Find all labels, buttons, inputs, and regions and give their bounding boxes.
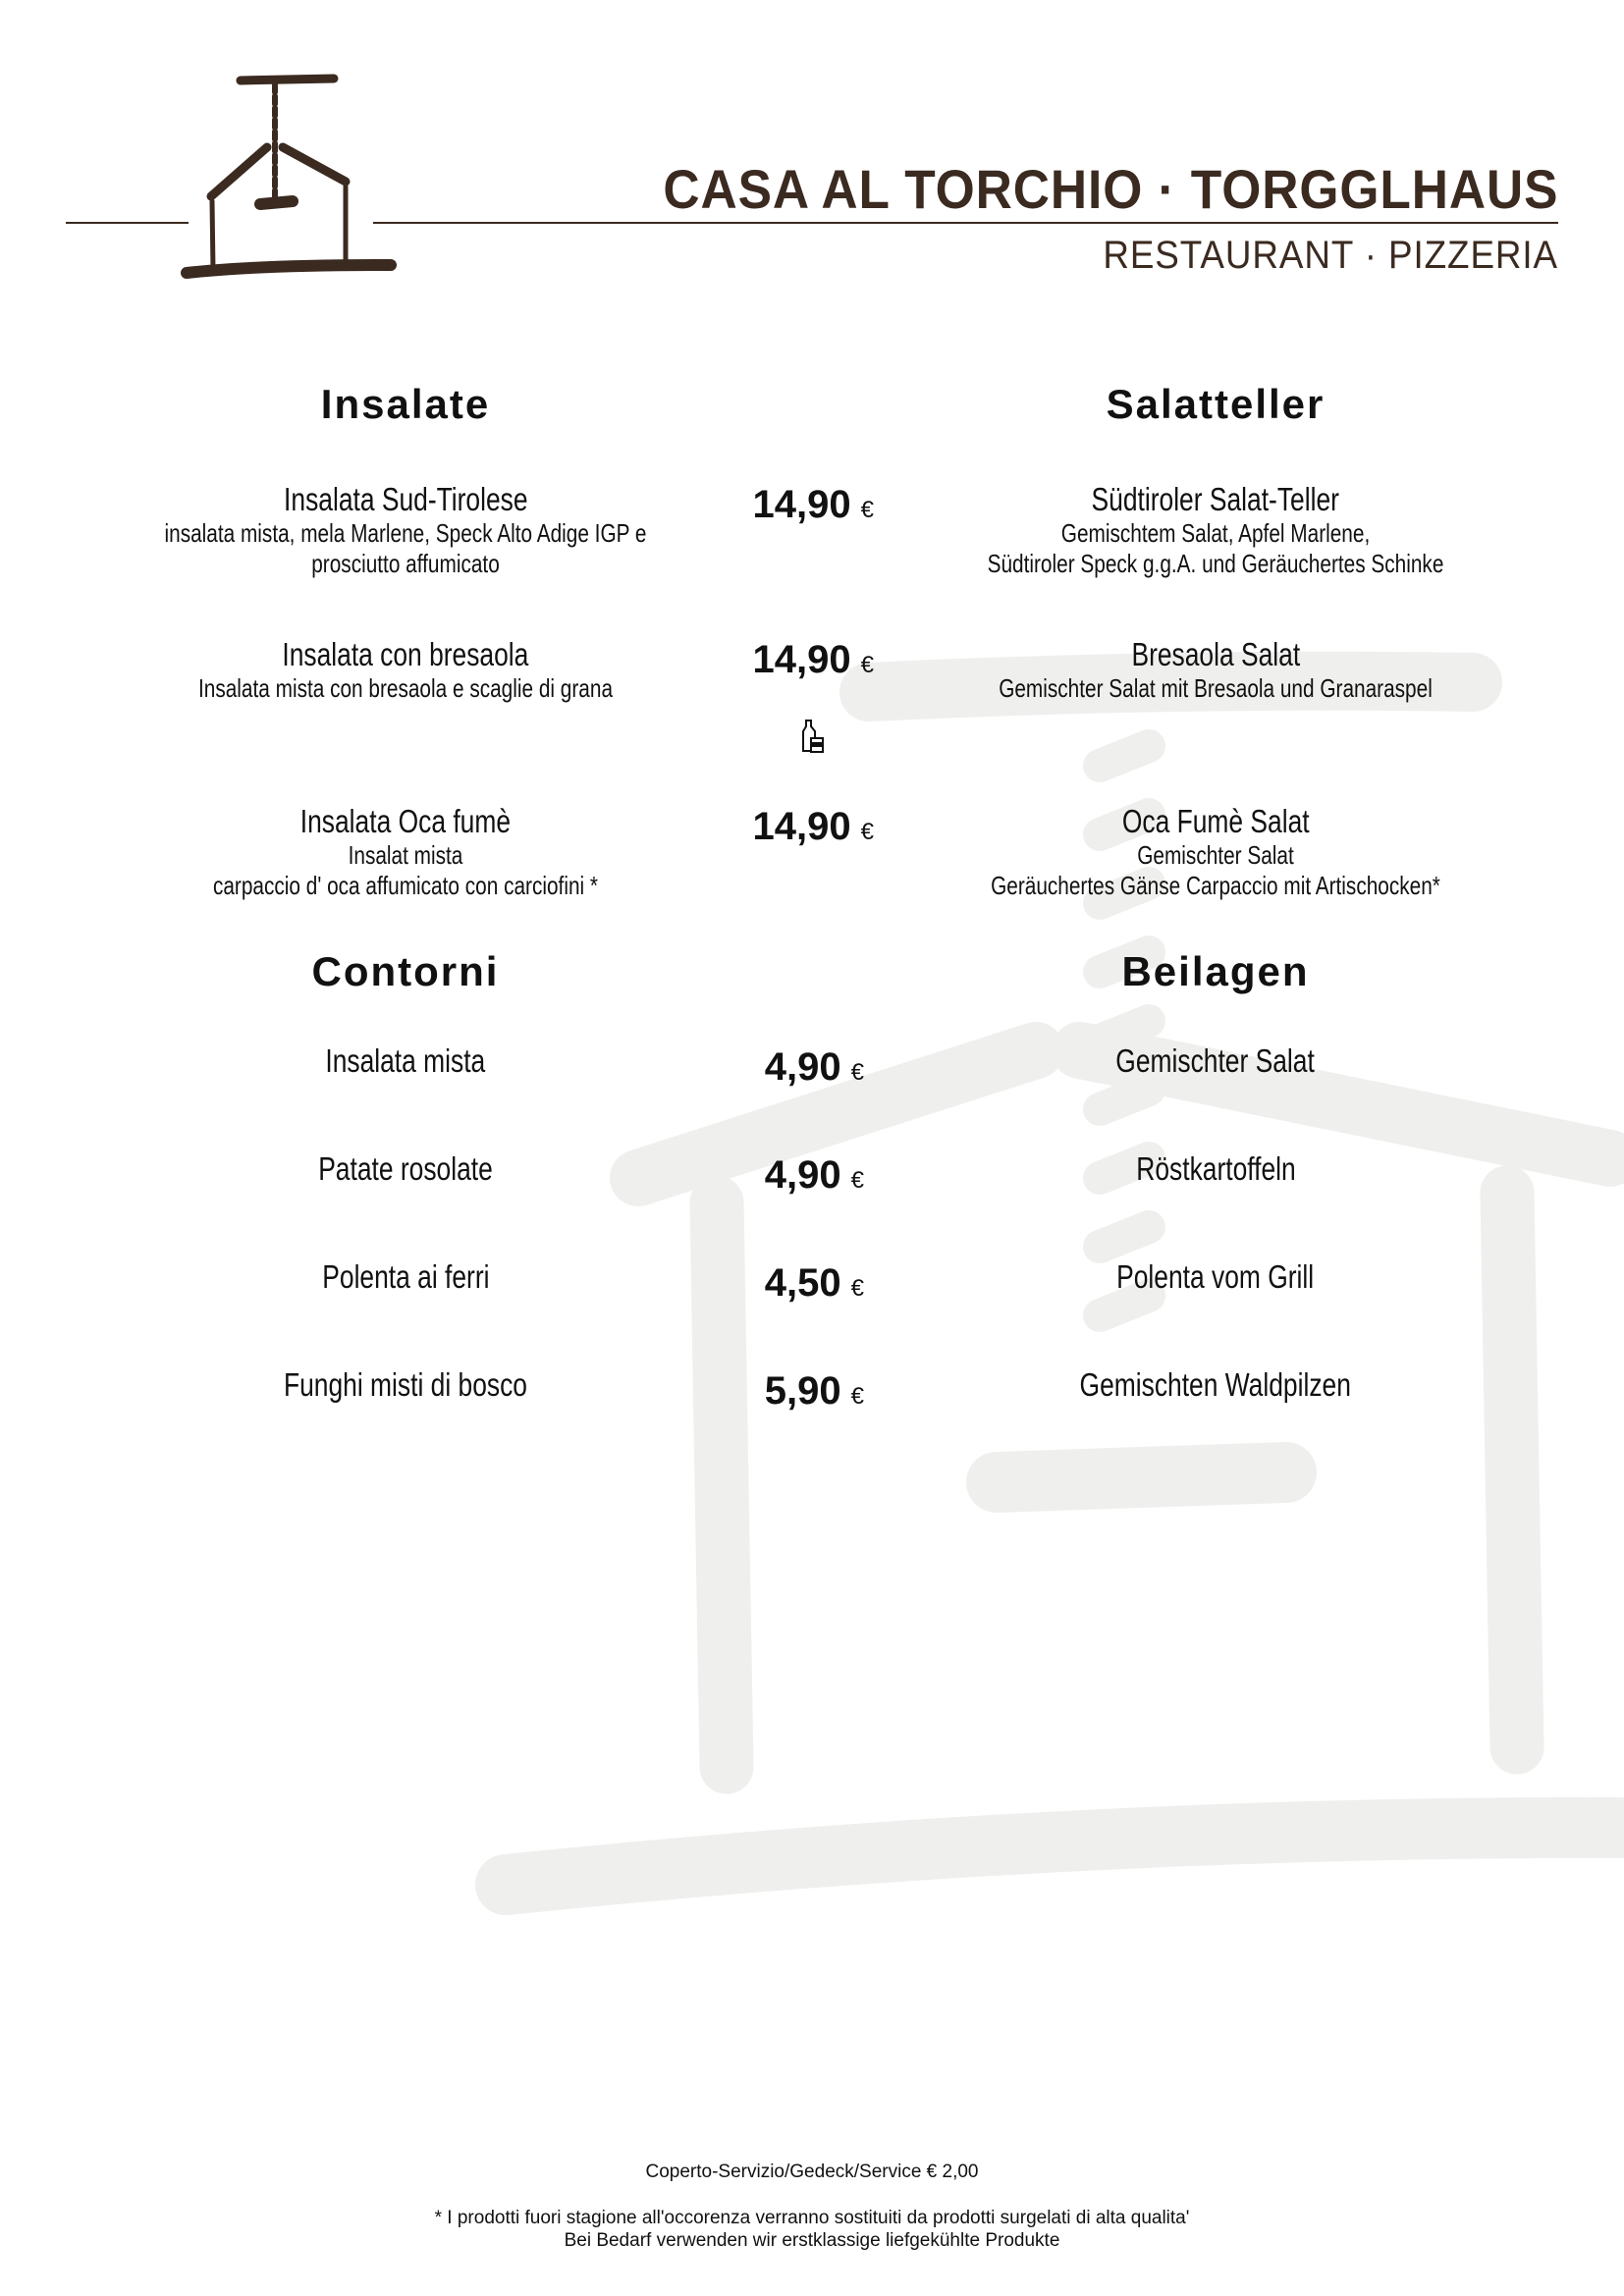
item-name: Funghi misti di bosco bbox=[283, 1366, 527, 1403]
currency-symbol: € bbox=[860, 819, 874, 845]
item-name: Oca Fumè Salat bbox=[1121, 803, 1310, 839]
logo-icon bbox=[177, 69, 403, 285]
price-value: 4,50 bbox=[764, 1261, 841, 1305]
section-title-insalate: Insalate bbox=[320, 381, 491, 427]
menu-item-de bbox=[901, 803, 1530, 901]
item-name: Röstkartoffeln bbox=[1135, 1150, 1296, 1187]
item-name: Patate rosolate bbox=[318, 1150, 493, 1187]
brand-title: CASA AL TORCHIO · TORGGLHAUS bbox=[662, 158, 1558, 220]
bottle-and-glass-icon bbox=[800, 719, 826, 754]
section-title-salatteller: Salatteller bbox=[1106, 381, 1326, 427]
menu-item-de bbox=[901, 1150, 1530, 1188]
price-value: 4,90 bbox=[764, 1153, 841, 1197]
price-value: 4,90 bbox=[764, 1045, 841, 1089]
item-price bbox=[707, 1261, 864, 1306]
item-name: Südtiroler Salat-Teller bbox=[1091, 481, 1340, 517]
menu-item-de bbox=[901, 481, 1530, 579]
cover-charge: Coperto-Servizio/Gedeck/Service € 2,00 bbox=[645, 2162, 979, 2182]
item-desc: carpaccio d' oca affumicato con carciofini * bbox=[212, 871, 599, 900]
item-name: Polenta ai ferri bbox=[321, 1258, 490, 1295]
item-price bbox=[707, 1153, 864, 1198]
item-price bbox=[707, 1369, 864, 1414]
frozen-note-it: * I prodotti fuori stagione all'occorenza verranno sostituiti da prodotti surgelati di alta qualita' bbox=[434, 2208, 1190, 2228]
brand-subtitle: RESTAURANT · PIZZERIA bbox=[1103, 234, 1558, 277]
item-name: Polenta vom Grill bbox=[1116, 1258, 1315, 1295]
item-desc: Insalat mista bbox=[348, 840, 463, 870]
price-value: 14,90 bbox=[752, 638, 851, 681]
menu-item-it bbox=[91, 481, 720, 579]
menu-item-it bbox=[91, 1366, 720, 1404]
currency-symbol: € bbox=[860, 652, 874, 678]
section-title-beilagen: Beilagen bbox=[1121, 948, 1310, 994]
item-price bbox=[717, 483, 874, 527]
item-desc: Südtiroler Speck g.g.A. und Geräuchertes Schinke bbox=[987, 549, 1444, 578]
item-desc: Geräuchertes Gänse Carpaccio mit Artischocken* bbox=[991, 871, 1440, 900]
menu-item-de bbox=[901, 1366, 1530, 1404]
menu-item-it bbox=[91, 1258, 720, 1296]
item-name: Gemischter Salat bbox=[1115, 1042, 1316, 1079]
item-name: Insalata Oca fumè bbox=[299, 803, 512, 839]
menu-item-de bbox=[901, 1042, 1530, 1080]
item-price bbox=[717, 805, 874, 849]
section-title-contorni: Contorni bbox=[311, 948, 500, 994]
price-value: 14,90 bbox=[752, 805, 851, 848]
menu-item-de bbox=[901, 1258, 1530, 1296]
currency-symbol: € bbox=[850, 1167, 864, 1194]
item-name: Gemischten Waldpilzen bbox=[1079, 1366, 1352, 1403]
item-desc: Gemischter Salat mit Bresaola und Granaraspel bbox=[999, 673, 1433, 703]
price-value: 5,90 bbox=[764, 1369, 841, 1413]
menu-item-it bbox=[91, 803, 720, 901]
item-name: Insalata con bresaola bbox=[282, 636, 529, 672]
menu-item-it bbox=[91, 636, 720, 704]
menu-item-it bbox=[91, 1150, 720, 1188]
currency-symbol: € bbox=[850, 1059, 864, 1086]
currency-symbol: € bbox=[850, 1275, 864, 1302]
item-price bbox=[717, 638, 874, 682]
frozen-note-de: Bei Bedarf verwenden wir erstklassige liefgekühlte Produkte bbox=[564, 2230, 1060, 2251]
item-desc: Insalata mista con bresaola e scaglie di grana bbox=[197, 673, 614, 703]
price-value: 14,90 bbox=[752, 483, 851, 526]
item-desc: Gemischtem Salat, Apfel Marlene, bbox=[1060, 518, 1371, 548]
item-desc: prosciutto affumicato bbox=[311, 549, 500, 578]
item-name: Insalata mista bbox=[325, 1042, 486, 1079]
item-name: Insalata Sud-Tirolese bbox=[283, 481, 528, 517]
header-rule-left bbox=[66, 222, 189, 224]
item-price bbox=[707, 1045, 864, 1090]
menu-item-it bbox=[91, 1042, 720, 1080]
header-rule-right bbox=[373, 222, 1558, 224]
item-name: Bresaola Salat bbox=[1131, 636, 1300, 672]
currency-symbol: € bbox=[860, 497, 874, 523]
item-desc: Gemischter Salat bbox=[1137, 840, 1294, 870]
currency-symbol: € bbox=[850, 1383, 864, 1410]
menu-item-de bbox=[901, 636, 1530, 704]
item-desc: insalata mista, mela Marlene, Speck Alto Adige IGP e bbox=[164, 518, 647, 548]
